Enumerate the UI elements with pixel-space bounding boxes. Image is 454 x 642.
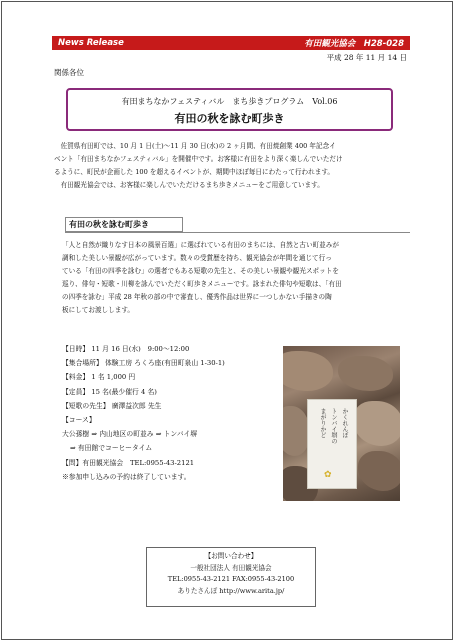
org-code: 有田観光協会 H28-028	[304, 39, 404, 49]
photo-rock	[358, 451, 400, 491]
desc-line: の四季を詠む」平成 28 年秋の部の中で審査し、優秀作品は世界に一つしかない手描きの陶	[62, 293, 332, 301]
addressee: 関係各位	[54, 68, 84, 77]
release-date: 平成 28 年 11 月 14 日	[326, 53, 407, 62]
header-band	[52, 36, 410, 50]
desc-line: ている「有田の四季を詠む」の選者でもある短歌の先生と、その美しい景観や観光スポットを	[62, 267, 339, 275]
detail-course-label: 【コース】	[62, 416, 96, 425]
desc-line: 調和した美しい景観が広がっています。数々の受賞歴を持ち、観光協会が年間を通じて行っ	[62, 254, 332, 262]
detail-inquiry: 【問】有田観光協会 TEL:0955-43-2121	[62, 458, 195, 467]
detail-note: ※参加申し込みの予約は終了しています。	[62, 472, 191, 481]
book-text: トンバイ塀の	[330, 408, 337, 444]
detail-meeting-place: 【集合場所】 体験工房 ろくろ座(有田町泉山 1-30-1)	[62, 359, 225, 368]
photo-rock	[338, 356, 393, 391]
contact-web: ありたさんぽ http://www.arita.jp/	[177, 586, 285, 595]
title-subtitle: 有田まちなかフェスティバル まち歩きプログラム Vol.06	[121, 97, 338, 106]
document-page	[1, 1, 453, 640]
intro-text	[54, 140, 406, 192]
contact-heading: 【お問い合わせ】	[204, 552, 258, 560]
news-release-label: News Release	[58, 38, 124, 48]
desc-line: 巡り、俳句・短歌・川柳を詠んでいただく町歩きメニューです。詠まれた俳句や短歌は、「有田	[62, 280, 342, 288]
title-main: 有田の秋を詠む町歩き	[174, 112, 285, 125]
intro-line: ベント「有田まちなかフェスティバル」を開催中です。お客様に有田をより深く楽しんでいただけ	[54, 155, 343, 163]
desc-line: 「人と自然が織りなす日本の風景百選」に選ばれている有田のまちには、自然と古い町並みが	[62, 241, 339, 249]
detail-fee: 【料金】 1 名 1,000 円	[62, 373, 136, 382]
detail-datetime: 【日時】 11 月 16 日(水) 9:00～12:00	[62, 345, 190, 353]
tanka-book	[307, 399, 357, 489]
event-details	[62, 342, 277, 484]
flower-icon: ✿	[324, 470, 332, 480]
intro-line: 有田観光協会では、お客様に楽しんでいただけるまち歩きメニューをご用意しています。	[60, 181, 324, 189]
photo-rock	[283, 406, 310, 456]
book-text: まがりかど	[319, 408, 326, 438]
event-photo	[283, 346, 400, 501]
intro-line: るように、町民が企画した 100 を超えるイベントが、期間中ほぼ毎日にわたって行われます。	[54, 168, 334, 176]
section-description	[62, 239, 412, 317]
section-heading: 有田の秋を詠む町歩き	[65, 217, 183, 232]
detail-instructor: 【短歌の先生】 廣澤益次郎 先生	[62, 401, 162, 410]
photo-rock	[283, 351, 333, 391]
contact-phone: TEL:0955-43-2121 FAX:0955-43-2100	[167, 575, 295, 583]
title-box	[66, 88, 393, 131]
section-divider	[65, 232, 410, 233]
photo-rock	[353, 401, 400, 446]
intro-line: 佐賀県有田町では、10 月 1 日(土)～11 月 30 日(水)の 2 ヶ月間、有田焼創業 400 年記念イ	[60, 142, 336, 150]
book-text: かくれんぼ	[341, 408, 348, 438]
desc-line: 板にしてお渡しします。	[62, 306, 135, 314]
contact-box	[146, 547, 316, 607]
detail-course-route-2: ⇒ 有田館でコーヒータイム	[70, 444, 153, 453]
contact-org: 一般社団法人 有田観光協会	[190, 563, 272, 572]
detail-capacity: 【定員】 15 名(最少催行 4 名)	[62, 387, 157, 396]
detail-course-route-1: 大公孫樹 ⇒ 内山地区の町並み ⇒ トンバイ塀	[62, 430, 198, 439]
